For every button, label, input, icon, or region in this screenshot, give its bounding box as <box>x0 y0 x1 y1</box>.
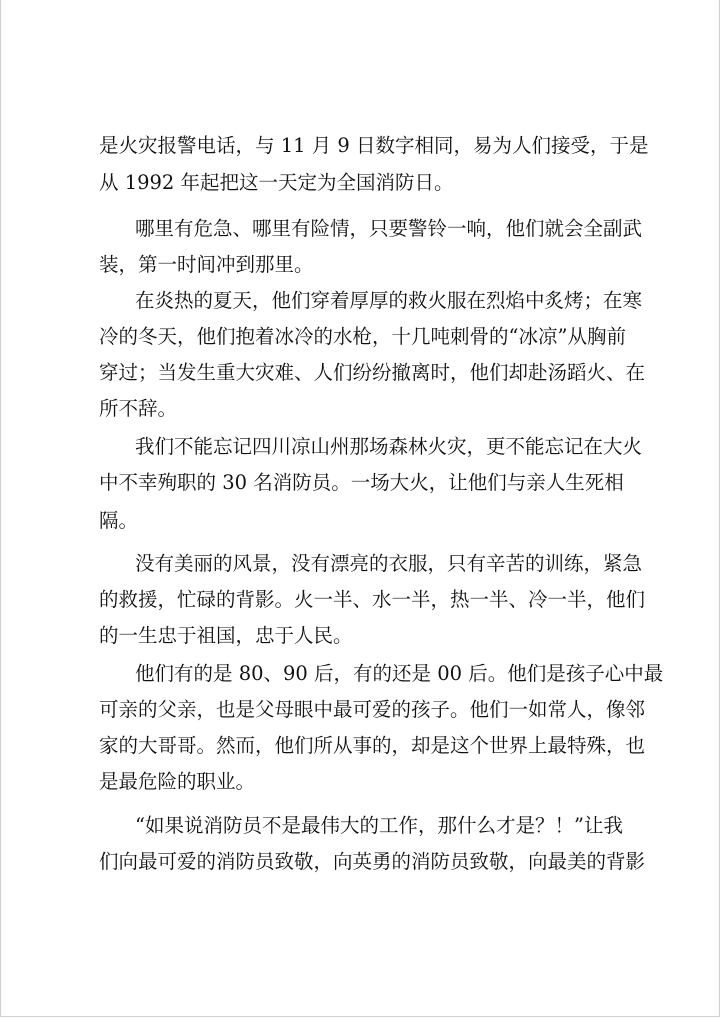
text-line: 穿过；当发生重大灾难、人们纷纷撤离时，他们却赴汤蹈火、在 <box>99 361 646 384</box>
text-line: 是火灾报警电话，与 11 月 9 日数字相同，易为人们接受，于是 <box>99 134 649 157</box>
paragraph-start-line: 哪里有危急、哪里有险情，只要警铃一响，他们就会全副武 <box>135 217 643 240</box>
text-line: 是最危险的职业。 <box>99 770 256 793</box>
text-line: 家的大哥哥。然而，他们所从事的，却是这个世界上最特殊，也 <box>99 734 646 757</box>
text-line: 所不辞。 <box>99 397 178 420</box>
text-line: 冷的冬天，他们抱着冰冷的水枪，十几吨刺骨的“冰凉”从胸前 <box>99 325 626 348</box>
text-line: 们向最可爱的消防员致敬，向英勇的消防员致敬，向最美的背影 <box>99 850 646 873</box>
text-line: 的一生忠于祖国，忠于人民。 <box>99 624 353 647</box>
text-line: 装，第一时间冲到那里。 <box>99 253 314 276</box>
text-line: 从 1992 年起把这一天定为全国消防日。 <box>99 171 454 194</box>
text-line: 隔。 <box>99 509 139 532</box>
text-line: 的救援，忙碌的背影。火一半、水一半，热一半、冷一半，他们 <box>99 588 646 611</box>
text-line: 可亲的父亲，也是父母眼中最可爱的孩子。他们一如常人，像邻 <box>99 698 646 721</box>
paragraph-start-line: 我们不能忘记四川凉山州那场森林火灾，更不能忘记在大火 <box>135 435 643 458</box>
paragraph-start-line: 在炎热的夏天，他们穿着厚厚的救火服在烈焰中炙烤；在寒 <box>135 289 643 312</box>
paragraph-start-line: 没有美丽的风景，没有漂亮的衣服，只有辛苦的训练，紧急 <box>135 552 643 575</box>
paragraph-start-line: 他们有的是 80、90 后，有的还是 00 后。他们是孩子心中最 <box>135 662 664 685</box>
text-line: 中不幸殉职的 30 名消防员。一场大火，让他们与亲人生死相 <box>99 471 624 494</box>
paragraph-start-line: “如果说消防员不是最伟大的工作，那什么才是？！”让我 <box>135 814 623 837</box>
